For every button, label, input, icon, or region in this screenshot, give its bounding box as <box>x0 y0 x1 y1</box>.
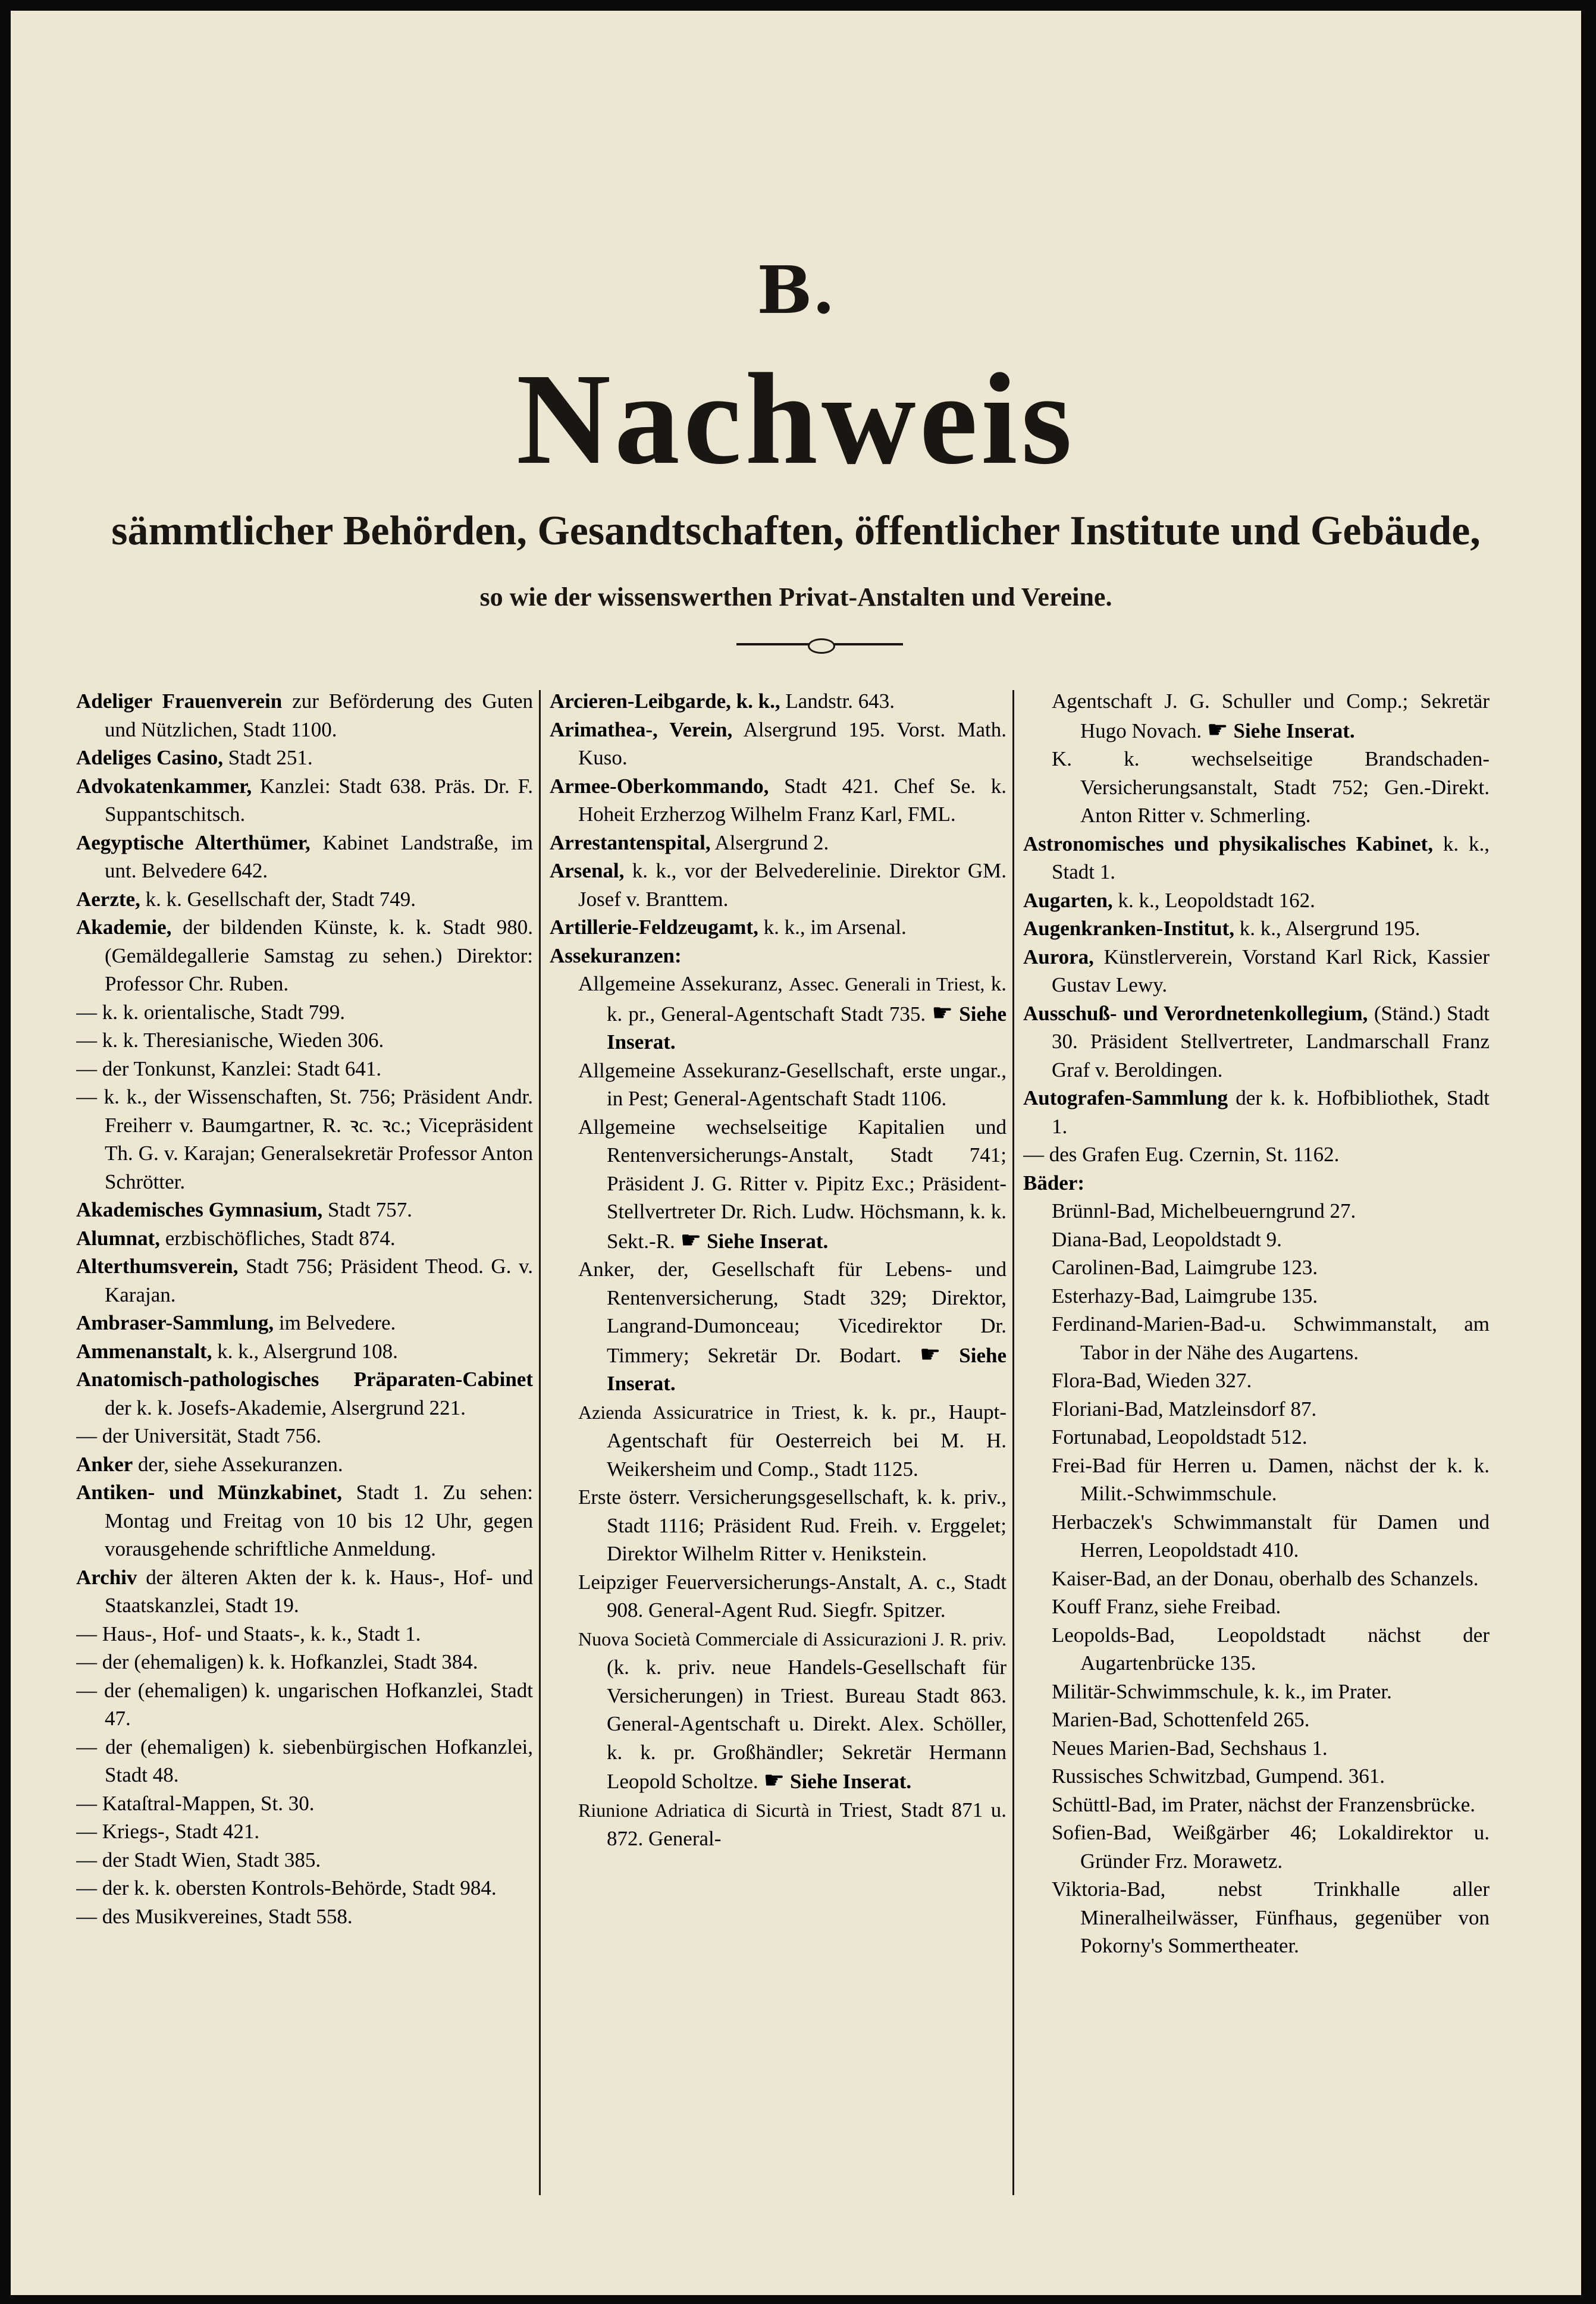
entry-text: der bildenden Künste, k. k. Stadt 980. (Gemäldegallerie Samstag zu sehen.) Direktor: Professor Chr. Ruben. <box>105 916 533 995</box>
directory-entry <box>1023 830 1490 886</box>
entry-keyword: Akademie, <box>76 916 172 939</box>
entry-text: Alsergrund 2. <box>710 830 829 854</box>
entry-text: der, siehe Assekuranzen. <box>133 1452 343 1476</box>
directory-entry <box>550 829 1006 857</box>
entry-text: Leipziger Feuerversicherungs-Anstalt, A. c., Stadt 908. General-Agent Rud. Siegfr. Spitzer. <box>578 1570 1006 1622</box>
entry-text: der k. k. Josefs-Akademie, Alsergrund 221. <box>105 1396 466 1419</box>
entry-keyword: Artillerie-Feldzeugamt, <box>550 916 758 939</box>
column-1 <box>76 687 533 2210</box>
entry-text: — Kriegs-, Stadt 421. <box>76 1820 260 1843</box>
directory-entry <box>550 942 1006 970</box>
entry-text: Diana-Bad, Leopoldstadt 9. <box>1052 1227 1282 1251</box>
directory-columns <box>76 687 1490 2210</box>
entry-text: Kaiser-Bad, an der Donau, oberhalb des Schanzels. <box>1052 1566 1479 1590</box>
entry-latin-text: Riunione Adriatica di Sicurtà in <box>578 1799 832 1821</box>
entry-text: erzbischöfliches, Stadt 874. <box>160 1226 396 1250</box>
pointing-hand-icon: ☛ <box>680 1226 702 1253</box>
entry-text: Viktoria-Bad, nebst Trinkhalle aller Mineralheilwässer, Fünfhaus, gegenüber von Pokorny's Sommertheater. <box>1052 1877 1490 1957</box>
directory-entry <box>76 998 533 1027</box>
entry-latin-text: Azienda Assicuratrice in Triest, <box>578 1401 841 1423</box>
directory-entry <box>550 857 1006 913</box>
directory-entry <box>1023 1423 1490 1452</box>
entry-keyword: Alterthumsverein, <box>76 1255 239 1278</box>
section-letter: B. <box>757 252 835 328</box>
directory-entry <box>550 687 1006 716</box>
directory-entry <box>1023 1140 1490 1169</box>
directory-entry <box>1023 1678 1490 1706</box>
directory-entry <box>550 1398 1006 1484</box>
directory-entry <box>1023 1253 1490 1282</box>
entry-text: Allgemeine wechselseitige Kapitalien und Rentenversicherungs-Anstalt, Stadt 741; Präsident J. G. Ritter v. Pipitz Exc.; Präsident-Stellvertreter Dr. Rich. Ludw. Höchsmann, k. k. Sekt.-R. <box>578 1115 1006 1253</box>
entry-keyword: Arcieren-Leibgarde, k. k., <box>550 689 780 713</box>
directory-entry <box>1023 914 1490 943</box>
entry-keyword: Aurora, <box>1023 945 1094 968</box>
entry-text: Allgemeine Assekuranz, <box>578 972 789 995</box>
see-advertisement-note: Siehe Inserat. <box>790 1770 912 1793</box>
directory-entry <box>550 1057 1006 1113</box>
entry-text: k. k., Stadt 1. <box>1052 832 1490 883</box>
directory-entry <box>76 1676 533 1733</box>
entry-keyword: Aegyptische Alterthümer, <box>76 830 311 854</box>
entry-keyword: Anatomisch-pathologisches Präparaten-Cabinet <box>76 1368 533 1391</box>
entry-keyword: Arsenal, <box>550 859 625 882</box>
directory-entry <box>1023 1791 1490 1819</box>
directory-entry <box>76 1789 533 1818</box>
directory-entry <box>1023 1197 1490 1225</box>
entry-text: k. k., Leopoldstadt 162. <box>1112 888 1315 912</box>
directory-entry <box>76 1450 533 1479</box>
entry-text: Sofien-Bad, Weißgärber 46; Lokaldirektor u. Gründer Frz. Morawetz. <box>1052 1821 1490 1873</box>
entry-text: Allgemeine Assekuranz-Gesellschaft, erste ungar., in Pest; General-Agentschaft Stadt 1106. <box>578 1058 1006 1110</box>
directory-entry <box>550 913 1006 942</box>
entry-text: Marien-Bad, Schottenfeld 265. <box>1052 1708 1310 1731</box>
directory-entry <box>1023 1084 1490 1140</box>
entry-text: im Belvedere. <box>274 1311 396 1334</box>
directory-entry <box>550 1113 1006 1256</box>
entry-text: — des Grafen Eug. Czernin, St. 1162. <box>1023 1143 1340 1166</box>
entry-text: k. k., im Arsenal. <box>758 916 907 939</box>
entry-text: — der (ehemaligen) k. siebenbürgischen Hofkanzlei, Stadt 48. <box>76 1735 533 1786</box>
directory-entry <box>76 1874 533 1902</box>
entry-text: Anker, der, Gesellschaft für Lebens- und Rentenversicherung, Stadt 329; Direktor, Langrand-Dumonceau; Vicedirektor Dr. Timmery; Sekretär Dr. Bodart. <box>578 1258 1006 1367</box>
entry-text: Stadt 1. Zu sehen: Montag und Freitag von 10 bis 12 Uhr, gegen vorausgehende schriftliche Anmeldung. <box>105 1481 533 1560</box>
pointing-hand-icon: ☛ <box>932 999 954 1026</box>
entry-keyword: Augenkranken-Institut, <box>1023 917 1234 940</box>
entry-keyword: Akademisches Gymnasium, <box>76 1198 323 1221</box>
directory-entry <box>1023 1593 1490 1621</box>
directory-entry <box>76 1817 533 1846</box>
directory-entry <box>1023 1225 1490 1254</box>
directory-entry <box>550 772 1006 829</box>
directory-entry <box>76 1083 533 1196</box>
directory-entry <box>1023 1621 1490 1678</box>
directory-entry <box>1023 1452 1490 1508</box>
directory-entry <box>76 1563 533 1620</box>
entry-text: Frei-Bad für Herren u. Damen, nächst der k. k. Milit.-Schwimmschule. <box>1052 1453 1490 1505</box>
entry-text: der k. k. Hofbibliothek, Stadt 1. <box>1052 1086 1490 1138</box>
entry-text: Neues Marien-Bad, Sechshaus 1. <box>1052 1736 1328 1760</box>
entry-text: k. k., Alsergrund 195. <box>1234 917 1421 940</box>
entry-text: Floriani-Bad, Matzleinsdorf 87. <box>1052 1397 1317 1421</box>
directory-entry <box>76 1478 533 1563</box>
directory-entry <box>76 1846 533 1874</box>
entry-text: Künstlerverein, Vorstand Karl Rick, Kassier Gustav Lewy. <box>1052 945 1490 996</box>
see-advertisement-note: Siehe Inserat. <box>1233 719 1355 742</box>
directory-entry <box>1023 1169 1490 1198</box>
entry-text: — k. k. orientalische, Stadt 799. <box>76 1000 346 1024</box>
entry-latin-text: Assec. Generali in Triest, <box>789 973 985 995</box>
entry-text: — der Tonkunst, Kanzlei: Stadt 641. <box>76 1057 382 1080</box>
entry-keyword: Adeliges Casino, <box>76 746 223 769</box>
entry-text: k. k., Alsergrund 108. <box>212 1339 398 1363</box>
entry-text: Leopolds-Bad, Leopoldstadt nächst der Augartenbrücke 135. <box>1052 1623 1490 1675</box>
entry-keyword: Ammenanstalt, <box>76 1339 212 1363</box>
directory-entry <box>1023 1366 1490 1395</box>
entry-text: Stadt 757. <box>322 1198 412 1221</box>
entry-keyword: Anker <box>76 1452 133 1476</box>
entry-text: Stadt 251. <box>222 746 313 769</box>
entry-text: Herbaczek's Schwimmanstalt für Damen und Herren, Leopoldstadt 410. <box>1052 1510 1490 1562</box>
directory-entry <box>550 1796 1006 1853</box>
see-advertisement-note: Siehe Inserat. <box>607 1002 1006 1054</box>
entry-keyword: Ausschuß- und Verordnetenkollegium, <box>1023 1001 1368 1025</box>
directory-entry <box>1023 1734 1490 1763</box>
directory-entry <box>76 687 533 744</box>
directory-entry <box>76 1733 533 1789</box>
column-3 <box>1023 687 1490 2210</box>
entry-text: Agentschaft J. G. Schuller und Comp.; Sekretär Hugo Novach. <box>1052 689 1490 742</box>
pointing-hand-icon: ☛ <box>763 1767 785 1794</box>
entry-text: Brünnl-Bad, Michelbeuerngrund 27. <box>1052 1199 1356 1222</box>
entry-text: der älteren Akten der k. k. Haus-, Hof- und Staatskanzlei, Stadt 19. <box>105 1565 533 1617</box>
directory-entry <box>550 716 1006 772</box>
directory-entry <box>1023 1875 1490 1960</box>
entry-text: Militär-Schwimmschule, k. k., im Prater. <box>1052 1679 1392 1703</box>
see-advertisement-note: Siehe Inserat. <box>607 1343 1006 1395</box>
entry-text: — k. k. Theresianische, Wieden 306. <box>76 1029 384 1052</box>
entry-text: Esterhazy-Bad, Laimgrube 135. <box>1052 1284 1318 1308</box>
entry-keyword: Antiken- und Münzkabinet, <box>76 1481 342 1504</box>
entry-keyword: Augarten, <box>1023 888 1113 912</box>
directory-entry <box>76 1224 533 1253</box>
directory-entry <box>76 913 533 998</box>
directory-entry <box>1023 1819 1490 1875</box>
directory-entry <box>1023 1565 1490 1593</box>
entry-keyword: Assekuranzen: <box>550 943 682 967</box>
entry-text: Flora-Bad, Wieden 327. <box>1052 1369 1252 1392</box>
entry-text: zur Beförderung des Guten und Nützlichen, Stadt 1100. <box>105 689 533 741</box>
directory-entry <box>1023 1310 1490 1366</box>
directory-entry <box>76 1648 533 1676</box>
directory-entry <box>76 1620 533 1648</box>
directory-entry <box>76 772 533 829</box>
subtitle-secondary: so wie der wissenswerthen Privat-Anstalten und Vereine. <box>479 582 1112 612</box>
entry-keyword: Bäder: <box>1023 1171 1085 1195</box>
entry-text: Alsergrund 195. Vorst. Math. Kuso. <box>578 717 1006 769</box>
pointing-hand-icon: ☛ <box>919 1340 941 1368</box>
directory-entry <box>1023 1762 1490 1791</box>
directory-entry <box>76 885 533 914</box>
entry-text: — Haus-, Hof- und Staats-, k. k., Stadt 1. <box>76 1622 421 1645</box>
entry-text: Ferdinand-Marien-Bad-u. Schwimmanstalt, am Tabor in der Nähe des Augartens. <box>1052 1312 1490 1364</box>
entry-text: (k. k. priv. neue Handels-Gesellschaft für Versicherungen) in Triest. Bureau Stadt 863. General-Agentschaft u. Direkt. Alex. Schöller, k. k. pr. Großhändler; Sekretär Hermann Leopold Scholtze. <box>607 1656 1006 1793</box>
entry-keyword: Aerzte, <box>76 887 140 911</box>
entry-text: — des Musikvereines, Stadt 558. <box>76 1904 353 1928</box>
entry-keyword: Ambraser-Sammlung, <box>76 1311 274 1334</box>
subtitle: sämmtlicher Behörden, Gesandtschaften, öffentlicher Institute und Gebäude, <box>111 508 1481 554</box>
entry-keyword: Advokatenkammer, <box>76 774 252 798</box>
directory-entry <box>1023 1706 1490 1734</box>
directory-entry <box>76 1337 533 1366</box>
entry-text: Kouff Franz, siehe Freibad. <box>1052 1595 1281 1618</box>
entry-keyword: Autografen-Sammlung <box>1023 1086 1228 1109</box>
directory-entry <box>1023 943 1490 999</box>
ornament-divider <box>736 643 903 645</box>
entry-text: Kanzlei: Stadt 638. Präs. Dr. F. Suppantschitsch. <box>105 774 533 826</box>
entry-keyword: Alumnat, <box>76 1226 160 1250</box>
entry-text: Stadt 756; Präsident Theod. G. v. Karajan. <box>105 1255 533 1306</box>
directory-entry <box>1023 1282 1490 1311</box>
entry-text: — der k. k. obersten Kontrols-Behörde, Stadt 984. <box>76 1876 497 1899</box>
directory-entry <box>76 744 533 772</box>
directory-entry <box>76 1055 533 1083</box>
entry-text: Carolinen-Bad, Laimgrube 123. <box>1052 1256 1318 1279</box>
entry-keyword: Archiv <box>76 1565 137 1589</box>
entry-text: k. k. pr., Haupt-Agentschaft für Oesterreich bei M. H. Weikersheim und Comp., Stadt 1125. <box>607 1400 1006 1481</box>
entry-text: Schüttl-Bad, im Prater, nächst der Franzensbrücke. <box>1052 1792 1475 1816</box>
directory-entry <box>76 1422 533 1450</box>
directory-entry <box>550 1568 1006 1625</box>
entry-text: — der Stadt Wien, Stadt 385. <box>76 1848 321 1872</box>
entry-text: Russisches Schwitzbad, Gumpend. 361. <box>1052 1764 1385 1788</box>
directory-entry <box>550 1625 1006 1796</box>
directory-entry <box>76 1252 533 1309</box>
directory-entry <box>1023 1395 1490 1424</box>
directory-entry <box>76 1309 533 1337</box>
directory-entry <box>1023 999 1490 1084</box>
entry-text: — k. k., der Wissenschaften, St. 756; Präsident Andr. Freiherr v. Baumgartner, R. ꝛc. ꝛc.; Vicepräsident Th. G. v. Karajan; Generalsekretär Professor Anton Schrötter. <box>76 1085 533 1193</box>
entry-keyword: Arimathea-, Verein, <box>550 717 733 741</box>
directory-entry <box>550 970 1006 1057</box>
entry-keyword: Arrestantenspital, <box>550 830 711 854</box>
entry-keyword: Armee-Oberkommando, <box>550 774 769 798</box>
directory-entry <box>76 1026 533 1055</box>
entry-text: — der (ehemaligen) k. ungarischen Hofkanzlei, Stadt 47. <box>76 1678 533 1730</box>
entry-text: (Ständ.) Stadt 30. Präsident Stellvertreter, Landmarschall Franz Graf v. Beroldingen. <box>1052 1001 1490 1082</box>
directory-entry <box>1023 687 1490 745</box>
entry-text: — Kataſtral-Mappen, St. 30. <box>76 1791 315 1815</box>
entry-text: k. k. Gesellschaft der, Stadt 749. <box>140 887 416 911</box>
entry-text: Fortunabad, Leopoldstadt 512. <box>1052 1425 1307 1449</box>
directory-entry <box>76 1365 533 1422</box>
see-advertisement-note: Siehe Inserat. <box>707 1229 829 1253</box>
entry-text: Stadt 421. Chef Se. k. Hoheit Erzherzog Wilhelm Franz Karl, FML. <box>578 774 1006 826</box>
directory-entry <box>1023 886 1490 915</box>
column-2 <box>550 687 1006 2210</box>
directory-entry <box>76 1196 533 1224</box>
entry-text: Kabinet Landstraße, im unt. Belvedere 642. <box>105 830 533 882</box>
entry-text: — der (ehemaligen) k. k. Hofkanzlei, Stadt 384. <box>76 1650 478 1673</box>
entry-latin-text: Nuova Società Commerciale di Assicurazioni J. R. priv. <box>578 1628 1006 1650</box>
page-title: Nachweis <box>516 346 1076 491</box>
entry-text: Erste österr. Versicherungsgesellschaft, k. k. priv., Stadt 1116; Präsident Rud. Freih. v. Erggelet; Direktor Wilhelm Ritter v. Henikstein. <box>578 1485 1006 1565</box>
directory-entry <box>550 1255 1006 1398</box>
entry-text: k. k. pr., General-Agentschaft Stadt 735. <box>607 972 1006 1026</box>
pointing-hand-icon: ☛ <box>1206 716 1228 743</box>
entry-text: Landstr. 643. <box>780 689 895 713</box>
entry-keyword: Astronomisches und physikalisches Kabinet, <box>1023 832 1433 855</box>
directory-entry <box>550 1483 1006 1568</box>
entry-text: Triest, Stadt 871 u. 872. General- <box>607 1798 1006 1850</box>
directory-entry <box>76 1902 533 1931</box>
entry-text: — der Universität, Stadt 756. <box>76 1424 322 1447</box>
directory-entry <box>1023 1508 1490 1565</box>
entry-text: K. k. wechselseitige Brandschaden-Versicherungsanstalt, Stadt 752; Gen.-Direkt. Anton Ritter v. Schmerling. <box>1052 747 1490 827</box>
entry-keyword: Adeliger Frauenverein <box>76 689 283 713</box>
directory-entry <box>76 829 533 885</box>
directory-entry <box>1023 745 1490 830</box>
entry-text: k. k., vor der Belvederelinie. Direktor GM. Josef v. Branttem. <box>578 859 1006 911</box>
